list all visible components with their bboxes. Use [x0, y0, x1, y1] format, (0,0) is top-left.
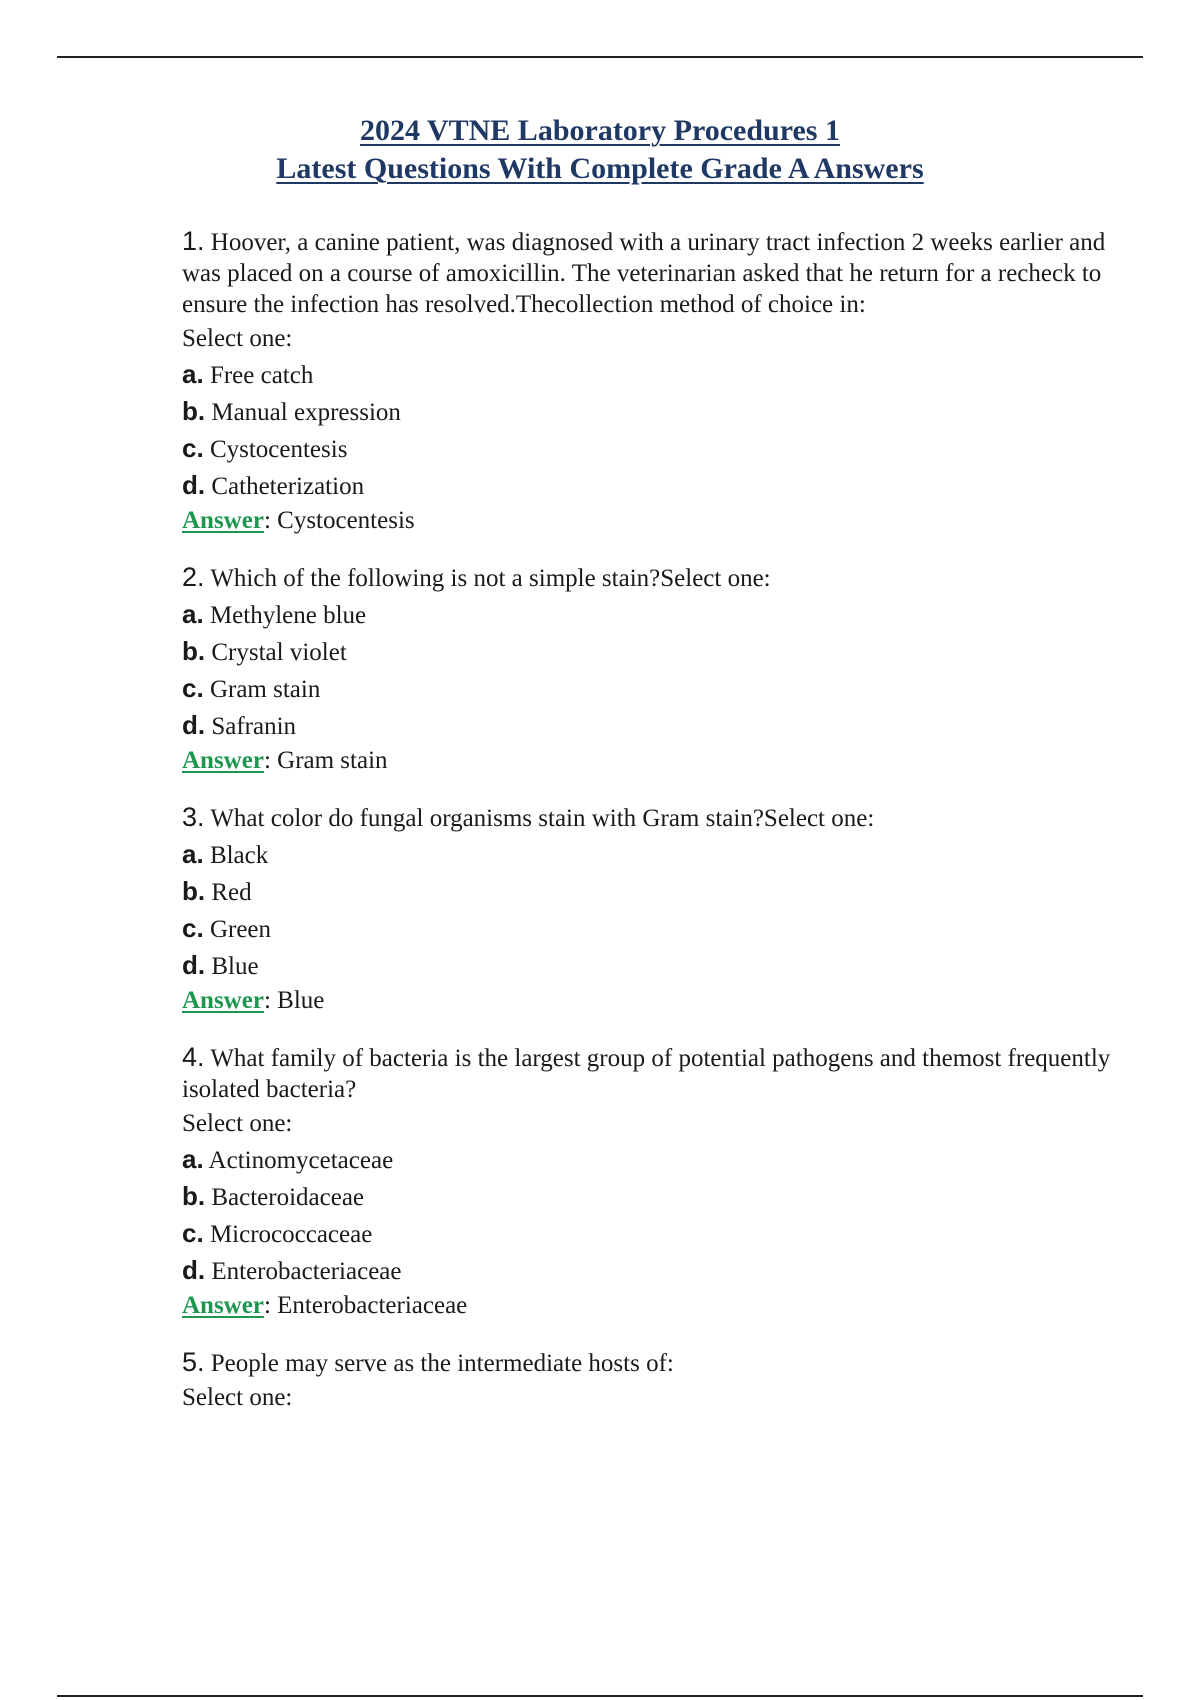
question-list — [182, 226, 1112, 1439]
question-number: 4. — [182, 1042, 205, 1072]
question-5 — [182, 1347, 1112, 1413]
option-text: Methylene blue — [203, 602, 367, 629]
question-number: 1. — [182, 226, 205, 256]
answer-separator: : — [263, 507, 278, 534]
title-line-2: Latest Questions With Complete Grade A Answers — [276, 152, 924, 185]
title-line-1: 2024 VTNE Laboratory Procedures 1 — [360, 114, 840, 147]
question-body: People may serve as the intermediate hosts of: — [204, 1350, 674, 1377]
answer-option — [182, 710, 1112, 742]
option-letter: b. — [182, 396, 206, 426]
answer-option — [182, 673, 1112, 705]
answer-option — [182, 359, 1112, 391]
question-1 — [182, 226, 1112, 536]
answer-option — [182, 950, 1112, 982]
option-letter: a. — [182, 599, 204, 629]
option-text: Bacteroidaceae — [205, 1184, 365, 1211]
answer-option — [182, 599, 1112, 631]
question-text — [182, 226, 1112, 320]
select-one-label: Select one: — [182, 1110, 293, 1137]
option-letter: c. — [182, 673, 204, 703]
footer-rule — [57, 1695, 1143, 1697]
option-text: Cystocentesis — [203, 436, 348, 463]
option-letter: b. — [182, 636, 206, 666]
option-letter: d. — [182, 950, 206, 980]
answer-line — [182, 1290, 1112, 1321]
question-body: What family of bacteria is the largest group of potential pathogens and themost frequently isolated bacteria? — [182, 1045, 1111, 1103]
option-letter: a. — [182, 1144, 204, 1174]
question-number: 5. — [182, 1347, 205, 1377]
answer-value: Enterobacteriaceae — [277, 1292, 468, 1319]
option-text: Gram stain — [203, 676, 321, 703]
answer-label: Answer — [182, 1292, 264, 1319]
header-rule — [57, 56, 1143, 58]
question-3 — [182, 802, 1112, 1016]
question-number: 2. — [182, 562, 205, 592]
answer-line — [182, 985, 1112, 1016]
question-4 — [182, 1042, 1112, 1321]
answer-option — [182, 396, 1112, 428]
answer-label: Answer — [182, 747, 264, 774]
question-2 — [182, 562, 1112, 776]
question-body: What color do fungal organisms stain with Gram stain?Select one: — [204, 805, 875, 832]
answer-value: Cystocentesis — [277, 507, 415, 534]
question-body: Which of the following is not a simple stain?Select one: — [204, 565, 771, 592]
answer-line — [182, 505, 1112, 536]
option-letter: a. — [182, 359, 204, 389]
answer-option — [182, 839, 1112, 871]
option-text: Green — [203, 916, 272, 943]
question-number: 3. — [182, 802, 205, 832]
option-text: Safranin — [205, 713, 297, 740]
select-one-label: Select one: — [182, 325, 293, 352]
answer-option — [182, 1255, 1112, 1287]
option-letter: d. — [182, 470, 206, 500]
answer-label: Answer — [182, 507, 264, 534]
answer-option — [182, 470, 1112, 502]
select-one-label: Select one: — [182, 1384, 293, 1411]
option-text: Enterobacteriaceae — [205, 1258, 402, 1285]
answer-option — [182, 913, 1112, 945]
option-text: Micrococcaceae — [203, 1221, 373, 1248]
answer-option — [182, 636, 1112, 668]
option-text: Actinomycetaceae — [203, 1147, 394, 1174]
question-text — [182, 1347, 1112, 1379]
option-letter: d. — [182, 1255, 206, 1285]
answer-option — [182, 1181, 1112, 1213]
question-text — [182, 562, 1112, 594]
option-letter: d. — [182, 710, 206, 740]
answer-option — [182, 1218, 1112, 1250]
answer-separator: : — [263, 747, 278, 774]
answer-label: Answer — [182, 987, 264, 1014]
answer-option — [182, 433, 1112, 465]
answer-separator: : — [263, 987, 278, 1014]
answer-value: Gram stain — [277, 747, 388, 774]
document-title — [0, 112, 1200, 188]
answer-option — [182, 1144, 1112, 1176]
option-letter: c. — [182, 433, 204, 463]
option-text: Black — [203, 842, 269, 869]
option-letter: c. — [182, 913, 204, 943]
option-text: Catheterization — [205, 473, 365, 500]
question-body: Hoover, a canine patient, was diagnosed with a urinary tract infection 2 weeks earlier and was placed on a course of amoxicillin. The veterinarian asked that he return for a recheck to ensure the infection has resolved.Thecollection method of choice in: — [182, 229, 1106, 318]
option-text: Crystal violet — [205, 639, 347, 666]
option-letter: c. — [182, 1218, 204, 1248]
answer-value: Blue — [277, 987, 325, 1014]
option-letter: b. — [182, 1181, 206, 1211]
answer-line — [182, 745, 1112, 776]
answer-separator: : — [263, 1292, 278, 1319]
option-text: Blue — [205, 953, 259, 980]
option-letter: b. — [182, 876, 206, 906]
option-text: Red — [205, 879, 252, 906]
option-text: Manual expression — [205, 399, 401, 426]
option-text: Free catch — [203, 362, 314, 389]
option-letter: a. — [182, 839, 204, 869]
question-text — [182, 802, 1112, 834]
question-text — [182, 1042, 1112, 1105]
answer-option — [182, 876, 1112, 908]
